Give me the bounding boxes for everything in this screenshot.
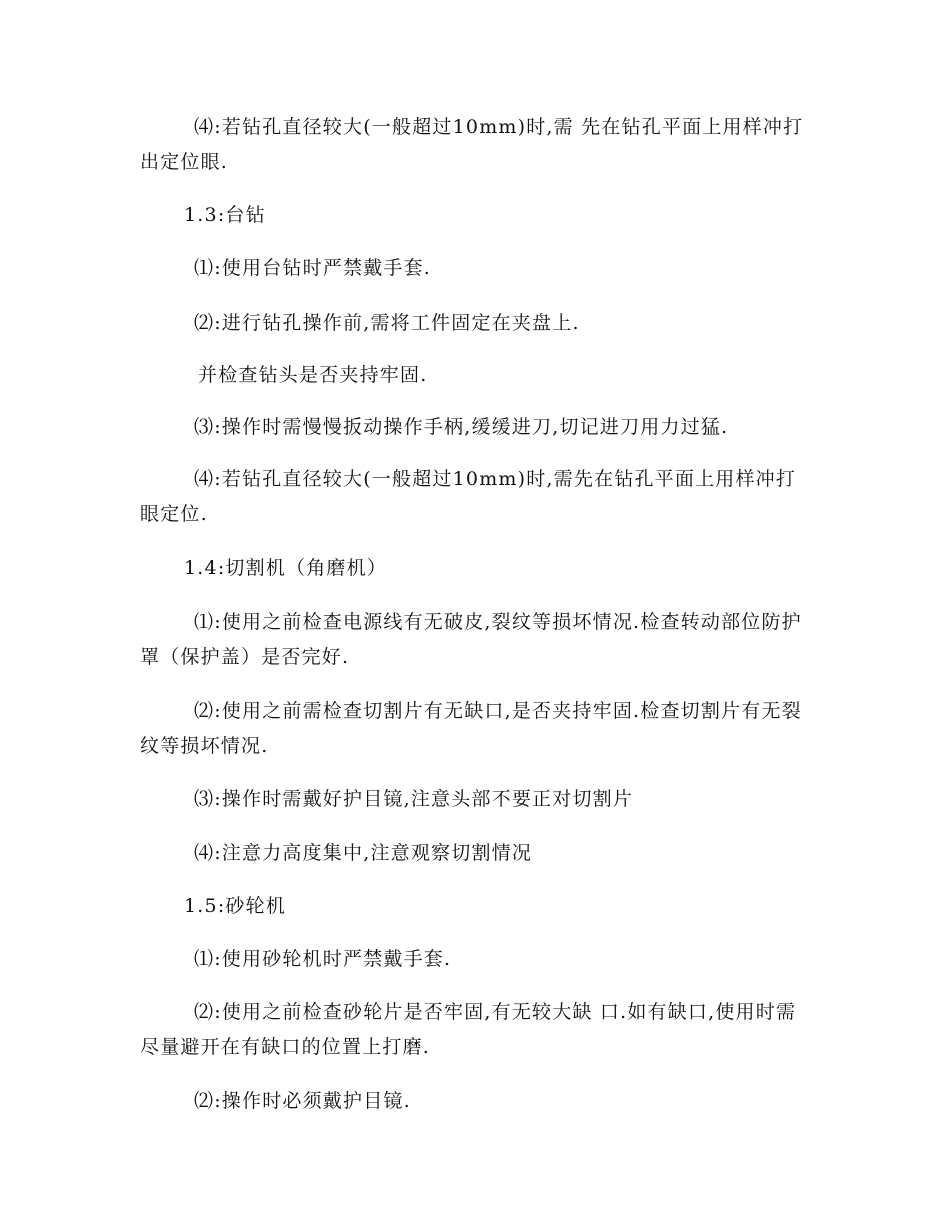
paragraph-grinder-cable-check: ⑴:使用之前检查电源线有无破皮,裂纹等损坏情况.检查转动部位防护罩（保护盖）是否完好.	[140, 611, 802, 668]
section-heading-grinding-machine: 1.5:砂轮机	[184, 895, 287, 917]
paragraph-grinding-goggles: ⑵:操作时必须戴护目镜.	[194, 1090, 411, 1112]
paragraph-bench-drill-feed: ⑶:操作时需慢慢扳动操作手柄,缓缓进刀,切记进刀用力过猛.	[194, 416, 729, 438]
paragraph-bench-drill-fixture: ⑵:进行钻孔操作前,需将工件固定在夹盘上.	[194, 312, 580, 334]
paragraph-grinder-goggles: ⑶:操作时需戴好护目镜,注意头部不要正对切割片	[194, 788, 634, 810]
paragraph-grinder-attention: ⑷:注意力高度集中,注意观察切割情况	[194, 842, 533, 864]
paragraph-bench-drill-check-bit: 并检查钻头是否夹持牢固.	[198, 364, 428, 386]
paragraph-bench-drill-gloves: ⑴:使用台钻时严禁戴手套.	[194, 257, 432, 279]
paragraph-grinder-disc-check: ⑵:使用之前需检查切割片有无缺口,是否夹持牢固.检查切割片有无裂纹等损坏情况.	[140, 700, 802, 757]
section-heading-angle-grinder: 1.4:切割机（角磨机）	[184, 557, 388, 579]
paragraph-grinding-gloves: ⑴:使用砂轮机时严禁戴手套.	[194, 948, 452, 970]
paragraph-grinding-wheel-check: ⑵:使用之前检查砂轮片是否牢固,有无较大缺 口.如有缺口,使用时需尽量避开在有缺口的位置上打磨.	[140, 1001, 797, 1058]
paragraph-bench-drill-diameter: ⑷:若钻孔直径较大(一般超过10mm)时,需先在钻孔平面上用样冲打眼定位.	[140, 468, 797, 525]
section-heading-bench-drill: 1.3:台钻	[184, 204, 266, 226]
paragraph-drill-diameter-note: ⑷:若钻孔直径较大(一般超过10mm)时,需 先在钻孔平面上用样冲打出定位眼.	[140, 116, 804, 173]
